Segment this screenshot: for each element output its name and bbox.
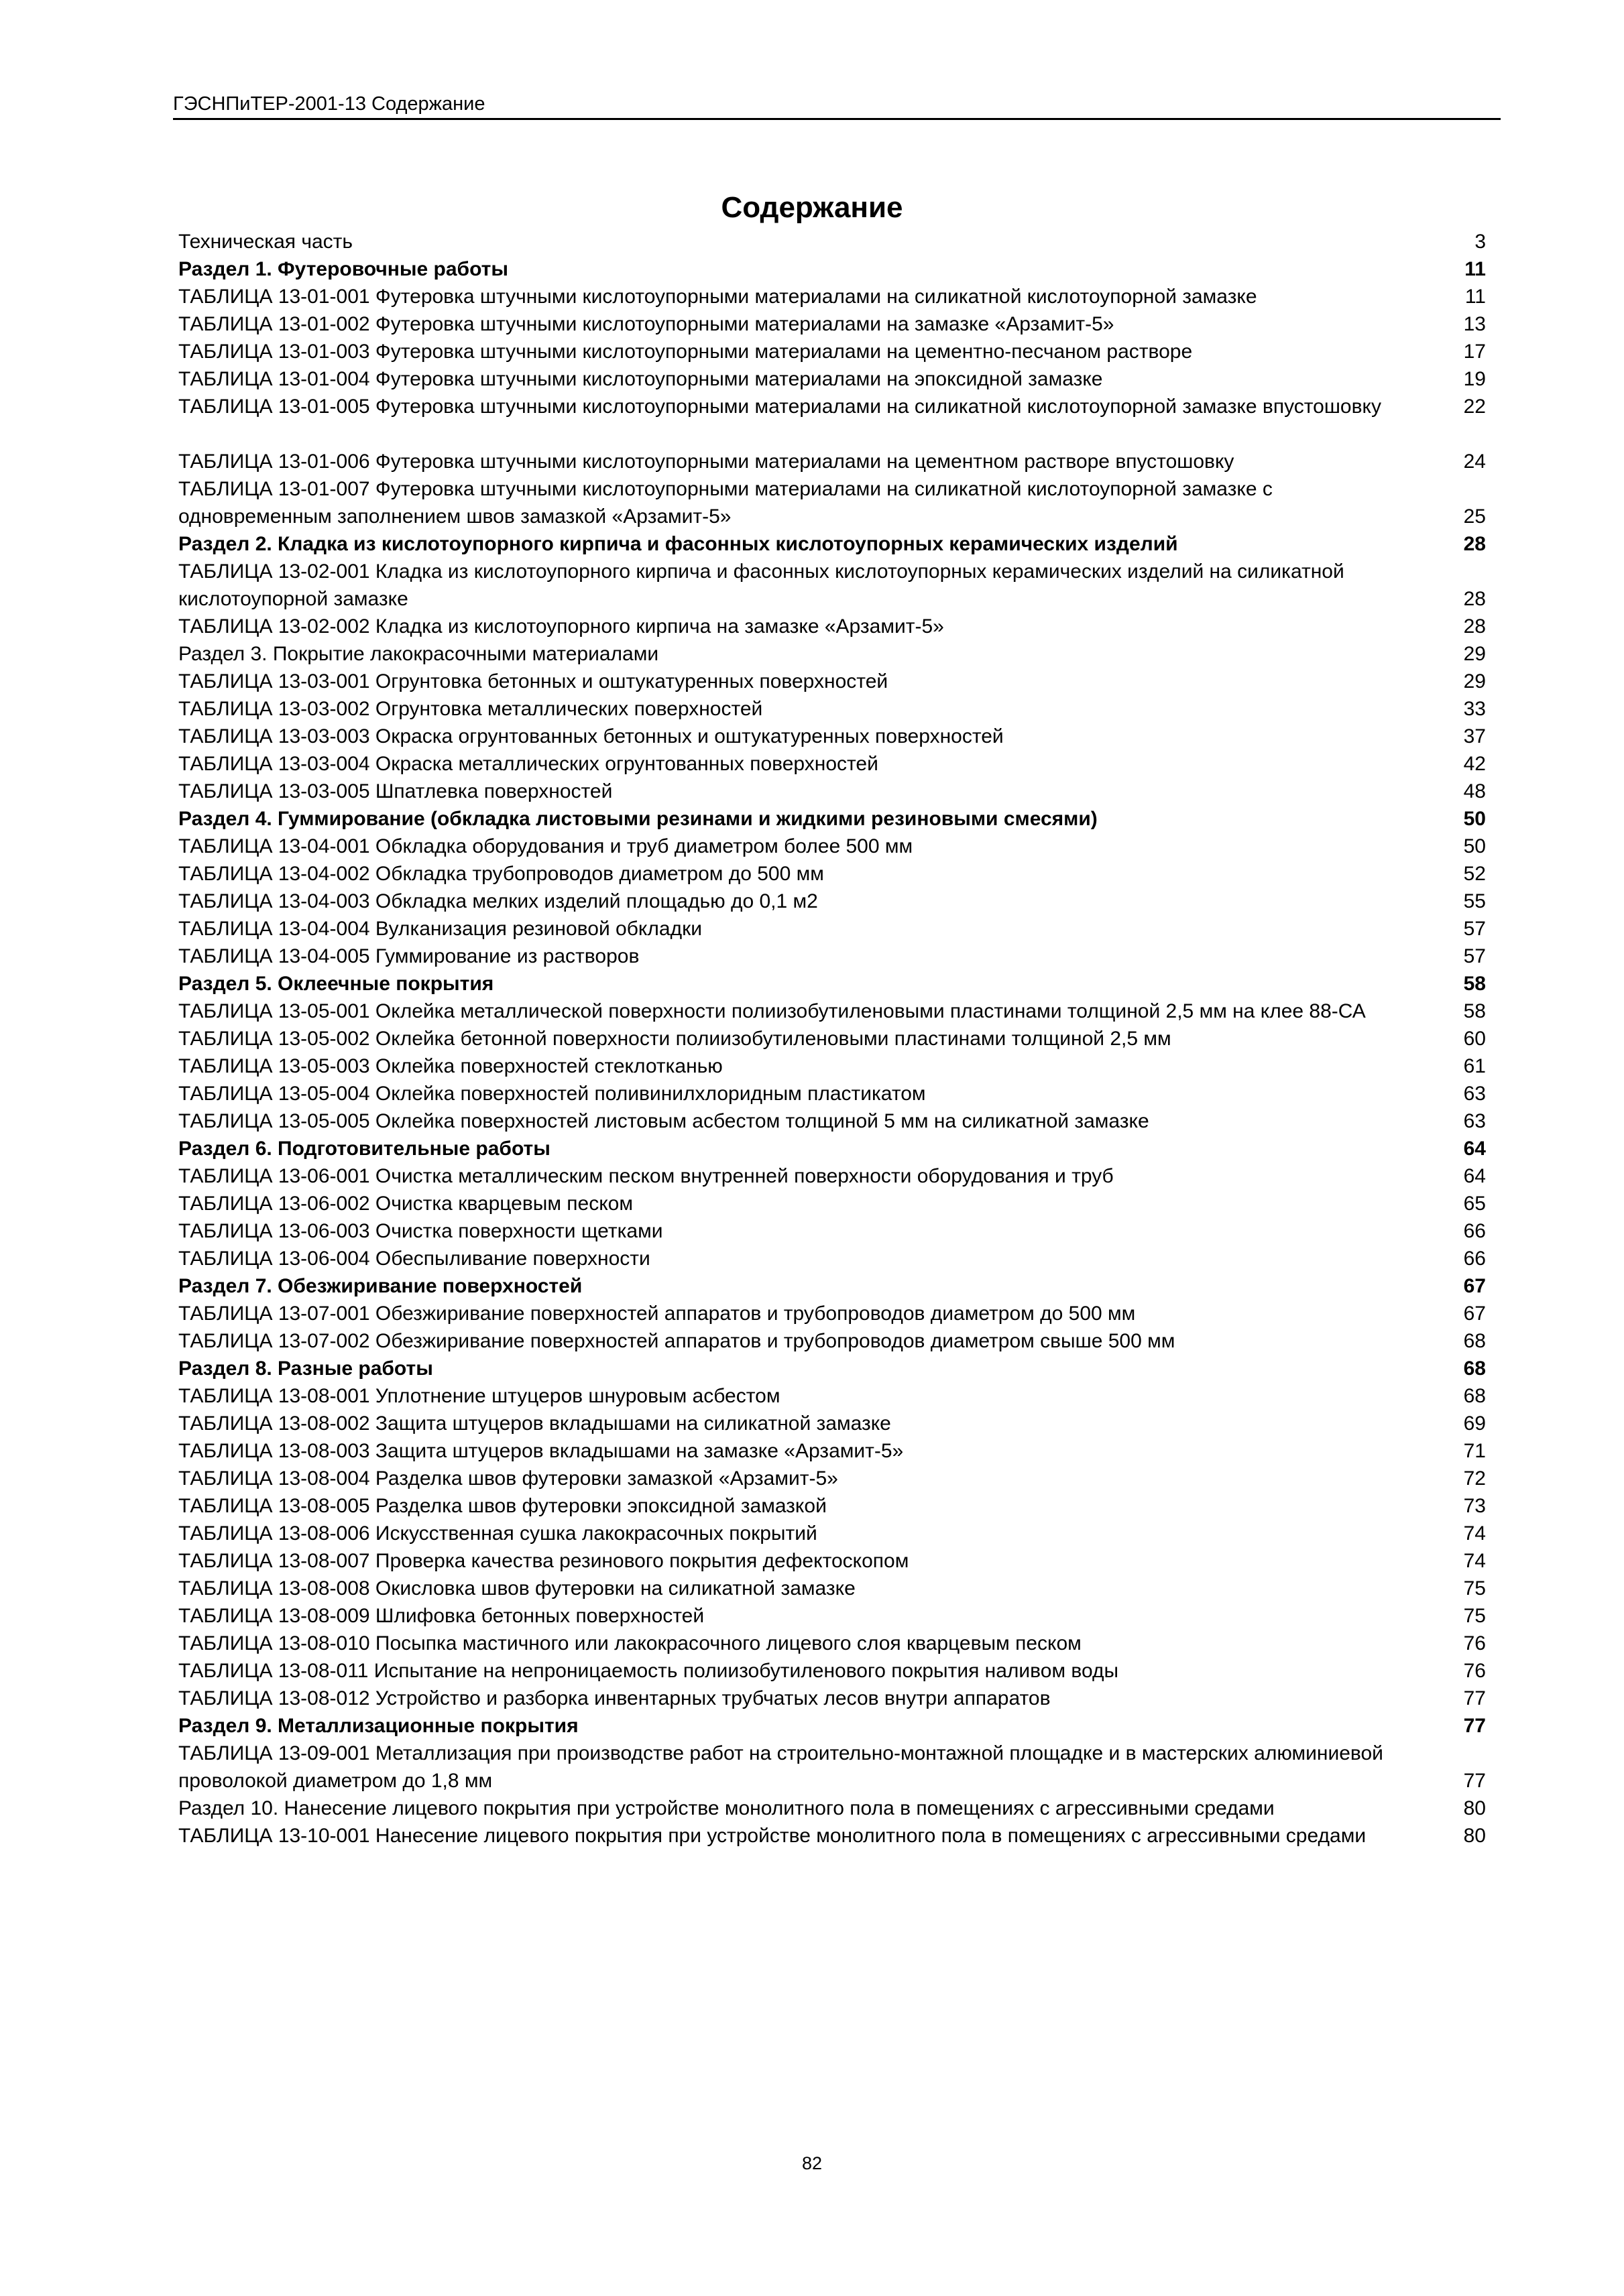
toc-entry-title: ТАБЛИЦА 13-05-003 Оклейка поверхностей стеклотканью <box>178 1055 723 1077</box>
toc-entry-page: 60 <box>1463 1028 1486 1050</box>
toc-entry-title: ТАБЛИЦА 13-08-010 Посыпка мастичного или лакокрасочного лицевого слоя кварцевым песком <box>178 1632 1082 1654</box>
toc-entry-title: ТАБЛИЦА 13-08-012 Устройство и разборка инвентарных трубчатых лесов внутри аппаратов <box>178 1687 1051 1709</box>
toc-entry <box>178 283 1486 310</box>
toc-entry <box>178 888 1486 915</box>
toc-entry-page: 67 <box>1463 1303 1486 1325</box>
toc-entry-page: 55 <box>1463 890 1486 912</box>
toc-entry-title: ТАБЛИЦА 13-04-003 Обкладка мелких изделий площадью до 0,1 м2 <box>178 890 818 912</box>
toc-entry-title: ТАБЛИЦА 13-08-007 Проверка качества резинового покрытия дефектоскопом <box>178 1550 909 1572</box>
toc-entry-page: 37 <box>1463 725 1486 747</box>
toc-entry-title: ТАБЛИЦА 13-03-003 Окраска огрунтованных бетонных и оштукатуренных поверхностей <box>178 725 1004 747</box>
toc-entry-page: 29 <box>1463 670 1486 692</box>
toc-entry-page: 50 <box>1463 808 1486 830</box>
toc-entry-page: 76 <box>1463 1632 1486 1654</box>
toc-entry-page: 68 <box>1463 1330 1486 1352</box>
toc-entry-page: 66 <box>1463 1248 1486 1270</box>
toc-entry-page: 19 <box>1463 368 1486 390</box>
toc-entry <box>178 1547 1486 1575</box>
toc-entry <box>178 1437 1486 1465</box>
toc-entry <box>178 860 1486 888</box>
toc-entry-page: 57 <box>1463 918 1486 940</box>
toc-entry-title: ТАБЛИЦА 13-08-005 Разделка швов футеровки эпоксидной замазкой <box>178 1495 827 1517</box>
toc-entry-title: ТАБЛИЦА 13-08-008 Окисловка швов футеровки на силикатной замазке <box>178 1577 856 1599</box>
toc-entry-page: 80 <box>1463 1825 1486 1847</box>
toc-entry-page: 64 <box>1463 1165 1486 1187</box>
toc-entry <box>178 228 1486 255</box>
toc-entry-title: ТАБЛИЦА 13-09-001 Металлизация при производстве работ на строительно-монтажной площадке и в мастерских алюминиевой проволокой диаметром до 1,8 мм <box>178 1742 1383 1792</box>
toc-entry-page: 61 <box>1463 1055 1486 1077</box>
toc-entry <box>178 640 1486 668</box>
toc-entry <box>178 1602 1486 1630</box>
toc-entry <box>178 1107 1486 1135</box>
toc-section-entry <box>178 1712 1486 1740</box>
toc-entry <box>178 1245 1486 1272</box>
toc-entry-title: ТАБЛИЦА 13-01-006 Футеровка штучными кислотоупорными материалами на цементном растворе впустошовку <box>178 450 1234 473</box>
toc-entry-title: ТАБЛИЦА 13-08-004 Разделка швов футеровки замазкой «Арзамит-5» <box>178 1467 838 1490</box>
toc-entry-page: 65 <box>1463 1193 1486 1215</box>
toc-entry-title: Раздел 7. Обезжиривание поверхностей <box>178 1275 583 1297</box>
toc-entry-page: 11 <box>1464 286 1486 308</box>
toc-entry-page: 69 <box>1463 1412 1486 1435</box>
toc-entry-title: Раздел 9. Металлизационные покрытия <box>178 1715 579 1737</box>
toc-entry-title: Раздел 10. Нанесение лицевого покрытия при устройстве монолитного пола в помещениях с агрессивными средами <box>178 1797 1275 1819</box>
toc-entry <box>178 998 1486 1025</box>
toc-entry-page: 42 <box>1463 753 1486 775</box>
toc-entry-page: 75 <box>1463 1605 1486 1627</box>
toc-entry <box>178 475 1486 530</box>
running-header: ГЭСНПиТЕР-2001-13 Содержание <box>173 93 1501 120</box>
toc-entry-title: ТАБЛИЦА 13-05-002 Оклейка бетонной поверхности полиизобутиленовыми пластинами толщиной 2,5 мм <box>178 1028 1171 1050</box>
toc-entry <box>178 778 1486 805</box>
toc-entry-title: ТАБЛИЦА 13-08-011 Испытание на непроницаемость полиизобутиленового покрытия наливом воды <box>178 1660 1119 1682</box>
toc-entry <box>178 1190 1486 1217</box>
toc-entry-title: ТАБЛИЦА 13-06-003 Очистка поверхности щетками <box>178 1220 663 1242</box>
toc-entry-title: ТАБЛИЦА 13-06-002 Очистка кварцевым песком <box>178 1193 633 1215</box>
toc-entry <box>178 1327 1486 1355</box>
toc-entry-title: Раздел 4. Гуммирование (обкладка листовыми резинами и жидкими резиновыми смесями) <box>178 808 1098 830</box>
toc-entry <box>178 915 1486 943</box>
toc-entry <box>178 1300 1486 1327</box>
toc-entry-page: 17 <box>1463 341 1486 363</box>
toc-entry <box>178 1465 1486 1492</box>
toc-entry <box>178 1025 1486 1052</box>
toc-entry <box>178 1795 1486 1822</box>
toc-entry-title: Раздел 1. Футеровочные работы <box>178 258 508 280</box>
toc-entry <box>178 668 1486 695</box>
toc-section-entry <box>178 255 1486 283</box>
toc-section-entry <box>178 1135 1486 1162</box>
toc-entry <box>178 1740 1486 1795</box>
toc-entry-page: 68 <box>1463 1385 1486 1407</box>
toc-entry <box>178 1162 1486 1190</box>
toc-entry-title: ТАБЛИЦА 13-01-004 Футеровка штучными кислотоупорными материалами на эпоксидной замазке <box>178 368 1103 390</box>
toc-entry <box>178 1382 1486 1410</box>
toc-entry-title: ТАБЛИЦА 13-08-003 Защита штуцеров вкладышами на замазке «Арзамит-5» <box>178 1440 904 1462</box>
toc-entry-page: 63 <box>1463 1083 1486 1105</box>
toc-section-entry <box>178 805 1486 833</box>
toc-entry-title: ТАБЛИЦА 13-01-002 Футеровка штучными кислотоупорными материалами на замазке «Арзамит-5» <box>178 313 1114 335</box>
toc-entry-page: 67 <box>1463 1275 1486 1297</box>
toc-entry-page: 68 <box>1463 1357 1486 1380</box>
toc-entry-page: 28 <box>1463 588 1486 610</box>
toc-entry-title: ТАБЛИЦА 13-06-001 Очистка металлическим песком внутренней поверхности оборудования и труб <box>178 1165 1114 1187</box>
toc-entry-page: 13 <box>1463 313 1486 335</box>
toc-entry-title: ТАБЛИЦА 13-08-002 Защита штуцеров вкладышами на силикатной замазке <box>178 1412 891 1435</box>
toc-entry-page: 80 <box>1463 1797 1486 1819</box>
toc-entry <box>178 1575 1486 1602</box>
toc-entry-title: ТАБЛИЦА 13-04-005 Гуммирование из растворов <box>178 945 640 967</box>
toc-entry-page: 58 <box>1463 973 1486 995</box>
toc-entry <box>178 1630 1486 1657</box>
toc-entry-title: ТАБЛИЦА 13-03-002 Огрунтовка металлических поверхностей <box>178 698 763 720</box>
toc-entry-page: 57 <box>1463 945 1486 967</box>
toc-section-entry <box>178 970 1486 998</box>
toc-entry-title: ТАБЛИЦА 13-04-001 Обкладка оборудования и труб диаметром более 500 мм <box>178 835 913 857</box>
toc-entry-page: 58 <box>1463 1000 1486 1022</box>
toc-entry-title: ТАБЛИЦА 13-07-002 Обезжиривание поверхностей аппаратов и трубопроводов диаметром свыше 500 мм <box>178 1330 1175 1352</box>
toc-entry <box>178 558 1486 613</box>
toc-entry <box>178 393 1486 420</box>
toc-entry-page: 28 <box>1463 615 1486 638</box>
toc-entry-title: Раздел 2. Кладка из кислотоупорного кирпича и фасонных кислотоупорных керамических изделий <box>178 533 1178 555</box>
toc-entry-title: ТАБЛИЦА 13-03-005 Шпатлевка поверхностей <box>178 780 613 802</box>
toc-entry <box>178 1520 1486 1547</box>
toc-entry <box>178 1217 1486 1245</box>
page-title: Содержание <box>721 191 903 224</box>
toc-entry-page: 75 <box>1463 1577 1486 1599</box>
table-of-contents <box>178 228 1486 1850</box>
toc-entry <box>178 943 1486 970</box>
toc-entry <box>178 750 1486 778</box>
toc-entry-title: ТАБЛИЦА 13-03-004 Окраска металлических огрунтованных поверхностей <box>178 753 878 775</box>
toc-entry-page: 77 <box>1463 1770 1486 1792</box>
toc-entry <box>178 1685 1486 1712</box>
toc-entry <box>178 1080 1486 1107</box>
toc-entry-title: Раздел 8. Разные работы <box>178 1357 433 1380</box>
toc-entry <box>178 723 1486 750</box>
toc-entry-page: 33 <box>1463 698 1486 720</box>
toc-entry-title: ТАБЛИЦА 13-01-007 Футеровка штучными кислотоупорными материалами на силикатной кислотоупорной замазке с одновременным заполнением швов замазкой «Арзамит-5» <box>178 478 1273 528</box>
toc-entry <box>178 1822 1486 1850</box>
toc-entry-title: ТАБЛИЦА 13-10-001 Нанесение лицевого покрытия при устройстве монолитного пола в помещениях с агрессивными средами <box>178 1825 1367 1847</box>
toc-entry-title: ТАБЛИЦА 13-07-001 Обезжиривание поверхностей аппаратов и трубопроводов диаметром до 500 мм <box>178 1303 1136 1325</box>
toc-entry <box>178 1410 1486 1437</box>
toc-entry-title: ТАБЛИЦА 13-08-009 Шлифовка бетонных поверхностей <box>178 1605 705 1627</box>
toc-entry-page: 50 <box>1463 835 1486 857</box>
toc-entry-page: 72 <box>1463 1467 1486 1490</box>
toc-entry-page: 73 <box>1463 1495 1486 1517</box>
toc-entry <box>178 695 1486 723</box>
toc-entry-title: Раздел 5. Оклеечные покрытия <box>178 973 494 995</box>
toc-entry-title: ТАБЛИЦА 13-01-005 Футеровка штучными кислотоупорными материалами на силикатной кислотоупорной замазке впустошовку <box>178 396 1381 418</box>
toc-entry <box>178 1492 1486 1520</box>
toc-entry-page: 76 <box>1463 1660 1486 1682</box>
toc-entry-title: ТАБЛИЦА 13-02-002 Кладка из кислотоупорного кирпича на замазке «Арзамит-5» <box>178 615 944 638</box>
toc-entry-page: 74 <box>1463 1550 1486 1572</box>
toc-entry-title: Раздел 3. Покрытие лакокрасочными материалами <box>178 643 659 665</box>
toc-entry-page: 52 <box>1463 863 1486 885</box>
toc-entry-page: 11 <box>1464 258 1486 280</box>
toc-entry-title: ТАБЛИЦА 13-08-006 Искусственная сушка лакокрасочных покрытий <box>178 1522 817 1545</box>
toc-entry-page: 63 <box>1463 1110 1486 1132</box>
toc-section-entry <box>178 1355 1486 1382</box>
toc-entry-page: 66 <box>1463 1220 1486 1242</box>
toc-entry <box>178 448 1486 475</box>
toc-entry-title: ТАБЛИЦА 13-05-005 Оклейка поверхностей листовым асбестом толщиной 5 мм на силикатной замазке <box>178 1110 1149 1132</box>
toc-entry-title: ТАБЛИЦА 13-04-002 Обкладка трубопроводов диаметром до 500 мм <box>178 863 824 885</box>
toc-entry-page: 28 <box>1463 533 1486 555</box>
toc-entry <box>178 338 1486 365</box>
toc-entry-page: 64 <box>1463 1138 1486 1160</box>
toc-entry-title: ТАБЛИЦА 13-02-001 Кладка из кислотоупорного кирпича и фасонных кислотоупорных керамических изделий на силикатной кислотоупорной замазке <box>178 560 1344 610</box>
toc-entry-page: 29 <box>1463 643 1486 665</box>
toc-entry-title: ТАБЛИЦА 13-06-004 Обеспыливание поверхности <box>178 1248 650 1270</box>
toc-entry-title: ТАБЛИЦА 13-01-001 Футеровка штучными кислотоупорными материалами на силикатной кислотоупорной замазке <box>178 286 1257 308</box>
toc-entry-title: ТАБЛИЦА 13-04-004 Вулканизация резиновой обкладки <box>178 918 702 940</box>
toc-entry <box>178 365 1486 393</box>
toc-entry-title: ТАБЛИЦА 13-05-001 Оклейка металлической поверхности полиизобутиленовыми пластинами толщиной 2,5 мм на клее 88-СА <box>178 1000 1366 1022</box>
toc-section-entry <box>178 1272 1486 1300</box>
toc-entry-title: ТАБЛИЦА 13-05-004 Оклейка поверхностей поливинилхлоридным пластикатом <box>178 1083 926 1105</box>
page-number: 82 <box>801 2153 823 2173</box>
toc-entry-title: Раздел 6. Подготовительные работы <box>178 1138 550 1160</box>
toc-entry-page: 77 <box>1463 1687 1486 1709</box>
toc-entry-page: 25 <box>1463 505 1486 528</box>
toc-entry-page: 22 <box>1463 396 1486 418</box>
toc-entry <box>178 1052 1486 1080</box>
toc-entry-page: 24 <box>1463 450 1486 473</box>
toc-entry-page: 74 <box>1463 1522 1486 1545</box>
toc-entry <box>178 833 1486 860</box>
toc-entry-page: 77 <box>1463 1715 1486 1737</box>
toc-entry-page: 48 <box>1463 780 1486 802</box>
toc-entry-page: 3 <box>1474 231 1486 253</box>
toc-entry <box>178 1657 1486 1685</box>
toc-entry-page: 71 <box>1463 1440 1486 1462</box>
toc-entry-title: ТАБЛИЦА 13-01-003 Футеровка штучными кислотоупорными материалами на цементно-песчаном растворе <box>178 341 1193 363</box>
toc-entry <box>178 613 1486 640</box>
toc-entry-title: ТАБЛИЦА 13-08-001 Уплотнение штуцеров шнуровым асбестом <box>178 1385 780 1407</box>
toc-entry-title: Техническая часть <box>178 231 353 253</box>
toc-entry-title: ТАБЛИЦА 13-03-001 Огрунтовка бетонных и оштукатуренных поверхностей <box>178 670 888 692</box>
toc-section-entry <box>178 530 1486 558</box>
toc-entry <box>178 310 1486 338</box>
